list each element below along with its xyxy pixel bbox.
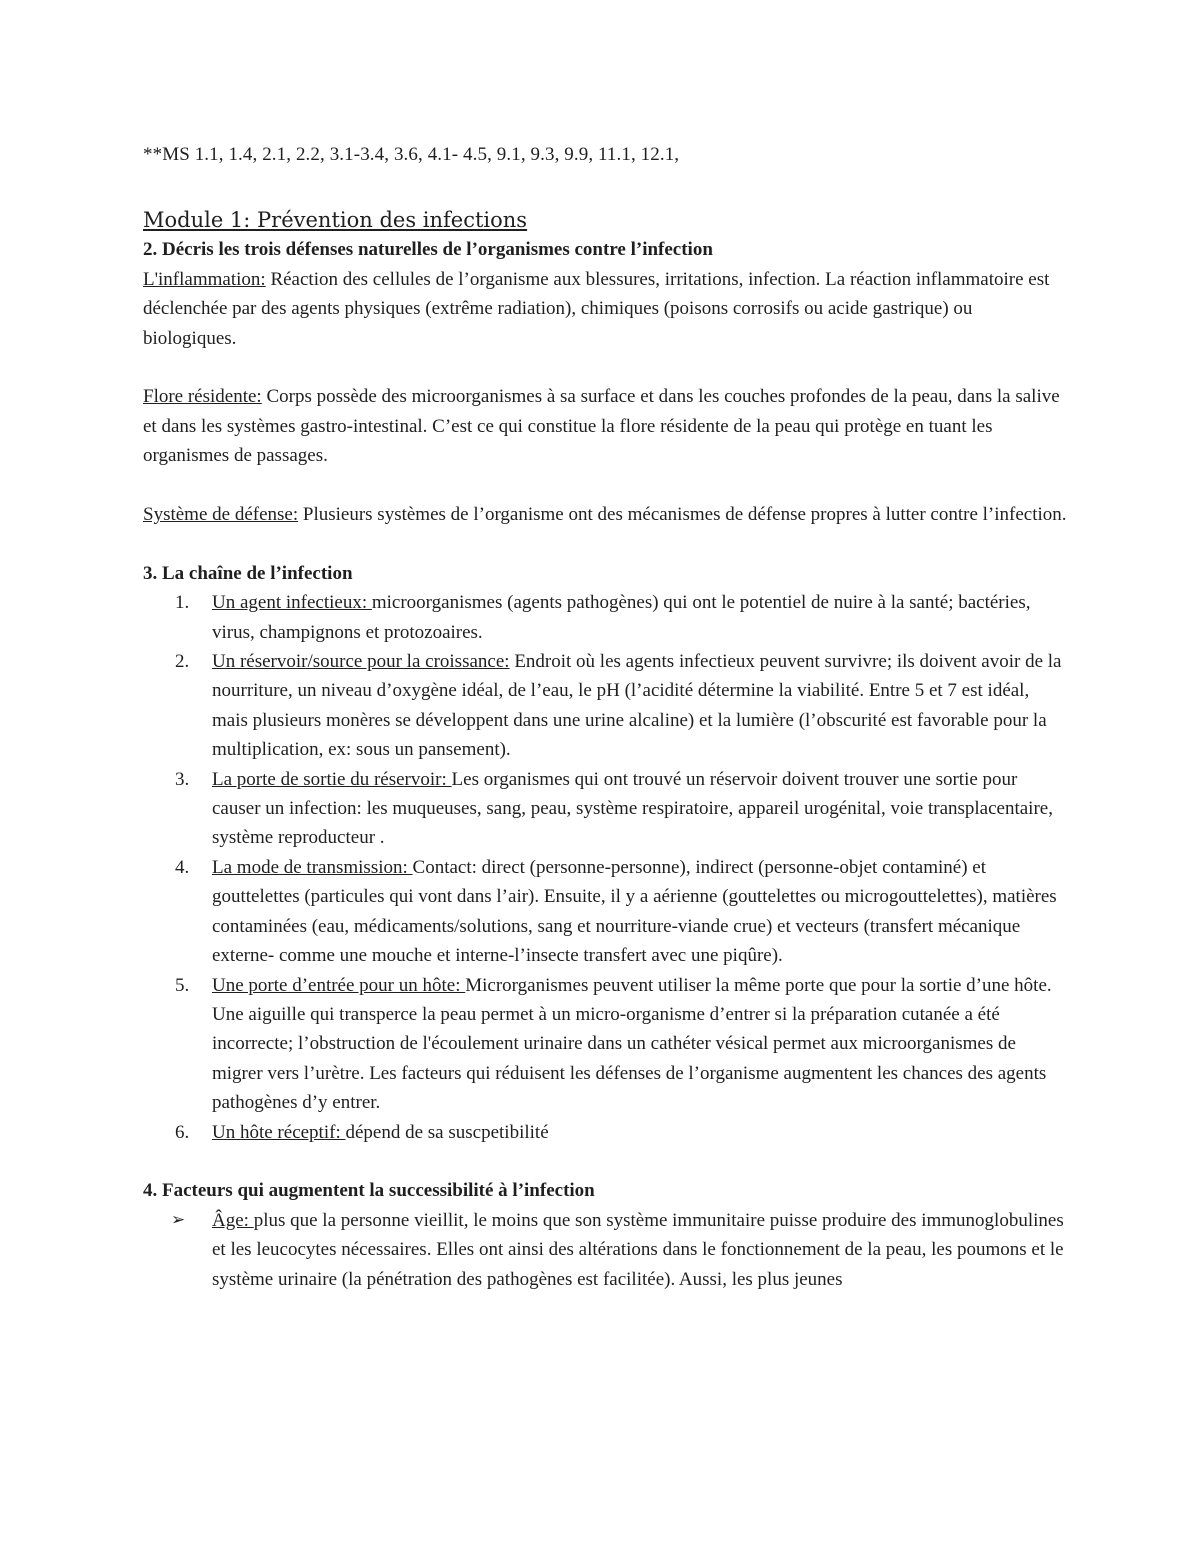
term-text: dépend de sa suscpetibilité bbox=[345, 1121, 549, 1143]
term-text: Contact: direct (personne-personne), indirect (personne-objet contaminé) et gouttelettes (particules qui vont dans l’air). Ensuite, il y a aérienne (gouttelettes ou microgouttelettes), matières contaminées (eau, médicaments/solutions, sang et nourriture-viande crue) et vecteurs (transfert mécanique externe- comme une mouche et interne-l’insecte transfert avec une piqûre). bbox=[212, 856, 1057, 967]
term-text: Endroit où les agents infectieux peuvent survivre; ils doivent avoir de la nourriture, un niveau d’oxygène idéal, de l’eau, le pH (l’acidité détermine la viabilité. Entre 5 et 7 est idéal, mais plusieurs monères se développent dans une urine alcaline) et la lumière (l’obscurité est favorable pour la multiplication, ex: sous un pansement). bbox=[212, 651, 1062, 761]
term-text: Réaction des cellules de l’organisme aux blessures, irritations, infection. La réaction inflammatoire est déclenchée par des agents physiques (extrême radiation), chimiques (poisons corrosifs ou acide gastrique) ou biologiques. bbox=[143, 268, 1050, 349]
list-number: 6. bbox=[175, 1121, 190, 1143]
arrow-bullet-icon: ➢ bbox=[171, 1209, 186, 1230]
paragraph-flore-residente bbox=[143, 382, 1068, 470]
section-heading: 3. La chaîne de l’infection bbox=[143, 562, 353, 584]
paragraph-inflammation bbox=[143, 265, 1068, 353]
section-susceptibility-factors bbox=[143, 1176, 1068, 1294]
list-item bbox=[143, 853, 1068, 971]
section-heading: 2. Décris les trois défenses naturelles de l’organismes contre l’infection bbox=[143, 239, 713, 261]
term-label: Un réservoir/source pour la croissance: bbox=[212, 651, 510, 673]
list-number: 5. bbox=[175, 974, 190, 996]
term-label: Un hôte réceptif: bbox=[212, 1121, 346, 1143]
term-text: Corps possède des microorganismes à sa surface et dans les couches profondes de la peau, dans la salive et dans les systèmes gastro-intestinal. C’est ce qui constitue la flore résidente de la peau qui protège en tuant les organismes de passages. bbox=[143, 386, 1060, 467]
term-label: La porte de sortie du réservoir: bbox=[212, 768, 452, 790]
list-item bbox=[143, 588, 1068, 647]
numbered-list bbox=[143, 588, 1068, 1147]
list-number: 2. bbox=[175, 651, 190, 673]
list-number: 4. bbox=[175, 856, 190, 878]
term-label: L'inflammation: bbox=[143, 268, 266, 290]
term-label: Une porte d’entrée pour un hôte: bbox=[212, 974, 466, 996]
section-chain-of-infection bbox=[143, 559, 1068, 1177]
list-number: 1. bbox=[175, 592, 190, 614]
list-item bbox=[143, 1206, 1068, 1294]
list-item bbox=[143, 647, 1068, 765]
term-label: Âge: bbox=[212, 1209, 254, 1231]
section-heading: 4. Facteurs qui augmentent la successibilité à l’infection bbox=[143, 1180, 595, 1202]
list-item bbox=[143, 971, 1068, 1118]
paragraph-systeme-defense bbox=[143, 500, 1068, 529]
term-label: Un agent infectieux: bbox=[212, 592, 372, 614]
list-item bbox=[143, 1118, 1068, 1147]
term-text: plus que la personne vieillit, le moins que son système immunitaire puisse produire des immunoglobulines et les leucocytes nécessaires. Elles ont ainsi des altérations dans le fonctionnement de la peau, les poumons et le système urinaire (la pénétration des pathogènes est facilitée). Aussi, les plus jeunes bbox=[212, 1209, 1064, 1290]
term-text: Les organismes qui ont trouvé un réservoir doivent trouver une sortie pour causer un infection: les muqueuses, sang, peau, système respiratoire, appareil urogénital, voie transplacentaire, système reproducteur . bbox=[212, 768, 1053, 849]
term-text: microorganismes (agents pathogènes) qui ont le potentiel de nuire à la santé; bactéries, virus, champignons et protozoaires. bbox=[212, 592, 1031, 643]
list-number: 3. bbox=[175, 768, 190, 790]
bullet-list bbox=[143, 1206, 1068, 1294]
ms-reference-line: **MS 1.1, 1.4, 2.1, 2.2, 3.1-3.4, 3.6, 4.1- 4.5, 9.1, 9.3, 9.9, 11.1, 12.1, bbox=[143, 144, 680, 165]
section-natural-defenses bbox=[143, 235, 1068, 558]
term-label: Système de défense: bbox=[143, 504, 299, 526]
module-title: Module 1: Prévention des infections bbox=[143, 208, 528, 233]
document-page bbox=[143, 140, 1068, 1294]
term-label: Flore résidente: bbox=[143, 386, 262, 408]
term-label: La mode de transmission: bbox=[212, 856, 413, 878]
term-text: Microrganismes peuvent utiliser la même porte que pour la sortie d’une hôte. Une aiguille qui transperce la peau permet à un micro-organisme d’entrer si la préparation cutanée a été incorrecte; l’obstruction de l'écoulement urinaire dans un cathéter vésical permet aux microorganismes de migrer vers l’urètre. Les facteurs qui réduisent les défenses de l’organisme augmentent les chances des agents pathogènes d’y entrer. bbox=[212, 974, 1052, 1114]
term-text: Plusieurs systèmes de l’organisme ont des mécanismes de défense propres à lutter contre l’infection. bbox=[298, 504, 1067, 526]
list-item bbox=[143, 765, 1068, 853]
